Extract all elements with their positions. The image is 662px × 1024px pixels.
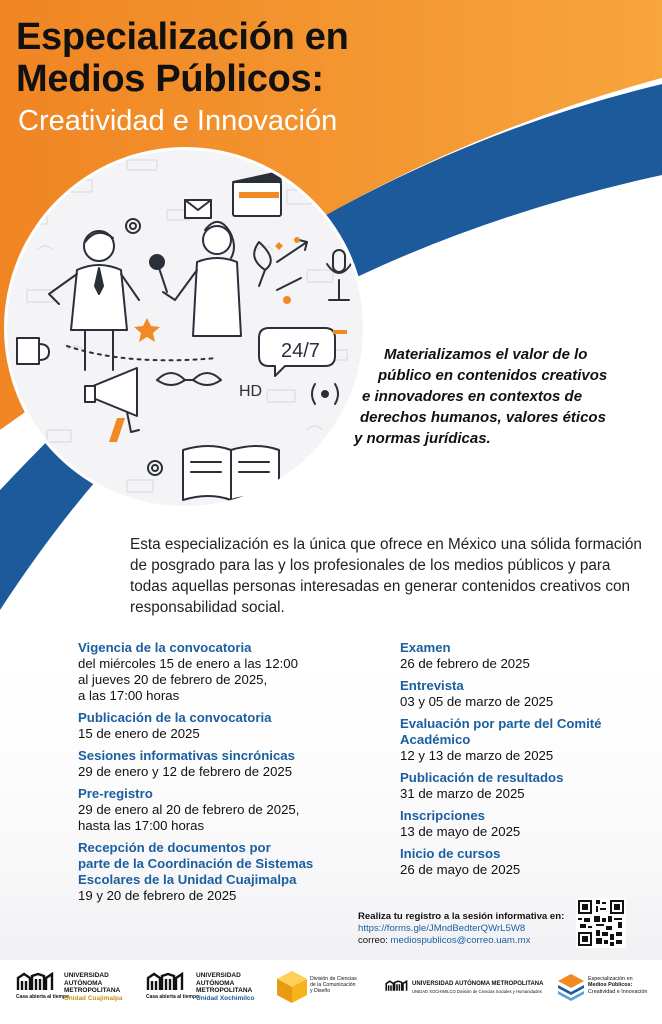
schedule-value: 29 de enero y 12 de febrero de 2025 [78, 764, 293, 779]
logo-text: Medios Públicos: [588, 982, 633, 989]
quote-line: Materializamos el valor de lo [384, 346, 588, 363]
hexagon-cube-icon [276, 970, 308, 1004]
logo-unit: Unidad Cuajimalpa [64, 994, 123, 1002]
schedule-item [78, 840, 358, 904]
schedule-value: 03 y 05 de marzo de 2025 [400, 694, 554, 709]
doodle-illustration [7, 150, 363, 506]
subtitle: Creatividad e Innovación [18, 105, 338, 137]
schedule-item [400, 808, 650, 840]
schedule-left [78, 640, 358, 910]
title-line-2: Medios Públicos: [16, 58, 324, 100]
logo-text: METROPOLITANA [196, 987, 253, 994]
uam-emblem-icon [384, 980, 410, 992]
schedule-value: 26 de mayo de 2025 [400, 862, 521, 877]
quote-line: derechos humanos, valores éticos [360, 409, 606, 426]
logo-text: UNIDAD XOCHIMILCO División de Ciencias Sociales y Humanidades [412, 988, 542, 994]
logo-text: UNIVERSIDAD [64, 972, 109, 979]
schedule-item [78, 748, 358, 780]
intro-paragraph: Esta especialización es la única que ofrece en México una sólida formación de posgrado para las y los profesionales de los medios públicos y para todas aquellas personas interesadas en generar contenidos creativos con responsabilidad social. [130, 536, 642, 616]
schedule-heading: Sesiones informativas sincrónicas [78, 748, 295, 763]
footer-logos [0, 962, 662, 1024]
quote-line: e innovadores en contextos de [362, 388, 583, 405]
schedule-heading: Examen [400, 640, 451, 655]
logo-text: UNIVERSIDAD AUTÓNOMA METROPOLITANA [412, 981, 544, 987]
schedule-heading: Inicio de cursos [400, 846, 501, 861]
schedule-item [78, 786, 358, 834]
logo-text: y Diseño [310, 988, 331, 995]
schedule-value: 15 de enero de 2025 [78, 726, 200, 741]
logo-unit: Unidad Xochimilco [196, 994, 255, 1002]
schedule-value: 31 de marzo de 2025 [400, 786, 525, 801]
schedule-heading: Inscripciones [400, 808, 486, 823]
badge-24-7: 24/7 [281, 340, 320, 362]
logo-text: División de Ciencias [310, 976, 357, 982]
email-label: correo: [358, 935, 388, 946]
registration-label: Realiza tu registro a la sesión informativa en: [358, 911, 565, 922]
schedule-value: 12 y 13 de marzo de 2025 [400, 748, 554, 763]
illustration-circle [7, 150, 363, 506]
uam-emblem-icon [16, 972, 56, 992]
schedule-value: 13 de mayo de 2025 [400, 824, 521, 839]
layered-squares-icon [556, 972, 586, 1002]
registration-info [358, 911, 568, 947]
schedule-heading: Entrevista [400, 678, 464, 693]
schedule-item [400, 716, 650, 764]
schedule-value: del miércoles 15 de enero a las 12:00 al jueves 20 de febrero de 2025, a las 17:00 horas [78, 656, 298, 703]
quote-block [350, 344, 650, 449]
quote-line: público en contenidos creativos [378, 367, 608, 384]
logo-text: AUTÓNOMA [64, 979, 103, 987]
motto: Casa abierta al tiempo [16, 994, 70, 1000]
logo-text: UNIVERSIDAD [196, 972, 241, 979]
title-line-1: Especialización en [16, 16, 349, 58]
schedule-heading: Pre-registro [78, 786, 153, 801]
email-link[interactable]: mediospublicos@correo.uam.mx [390, 935, 531, 946]
schedule-value: 19 y 20 de febrero de 2025 [78, 888, 237, 903]
schedule-item [400, 678, 650, 710]
schedule-right [400, 640, 650, 884]
schedule-heading: Recepción de documentos por parte de la Coordinación de Sistemas Escolares de la Unidad Cuajimalpa [78, 840, 314, 887]
schedule-item [400, 640, 650, 672]
quote-line: y normas jurídicas. [354, 430, 491, 447]
schedule-value: 29 de enero al 20 de febrero de 2025, hasta las 17:00 horas [78, 802, 300, 833]
motto: Casa abierta al tiempo [146, 994, 200, 1000]
schedule-heading: Publicación de resultados [400, 770, 564, 785]
logo-text: de la Comunicación [310, 982, 356, 989]
schedule-item [78, 710, 358, 742]
schedule-item [78, 640, 358, 704]
uam-emblem-icon [146, 972, 186, 992]
logo-text: AUTÓNOMA [196, 979, 235, 987]
schedule-item [400, 770, 650, 802]
schedule-heading: Vigencia de la convocatoria [78, 640, 252, 655]
logo-text: METROPOLITANA [64, 987, 121, 994]
hd-label: HD [239, 383, 263, 400]
registration-email-row [358, 935, 568, 947]
registration-link[interactable]: https://forms.gle/JMndBedterQWrL5W8 [358, 923, 526, 934]
schedule-heading: Publicación de la convocatoria [78, 710, 272, 725]
schedule-item [400, 846, 650, 878]
qr-code[interactable] [576, 898, 626, 948]
logo-text: Especialización en [588, 976, 633, 982]
logo-text: Creatividad e Innovación [588, 988, 648, 995]
schedule-heading: Evaluación por parte del Comité Académico [400, 716, 602, 747]
schedule-value: 26 de febrero de 2025 [400, 656, 530, 671]
